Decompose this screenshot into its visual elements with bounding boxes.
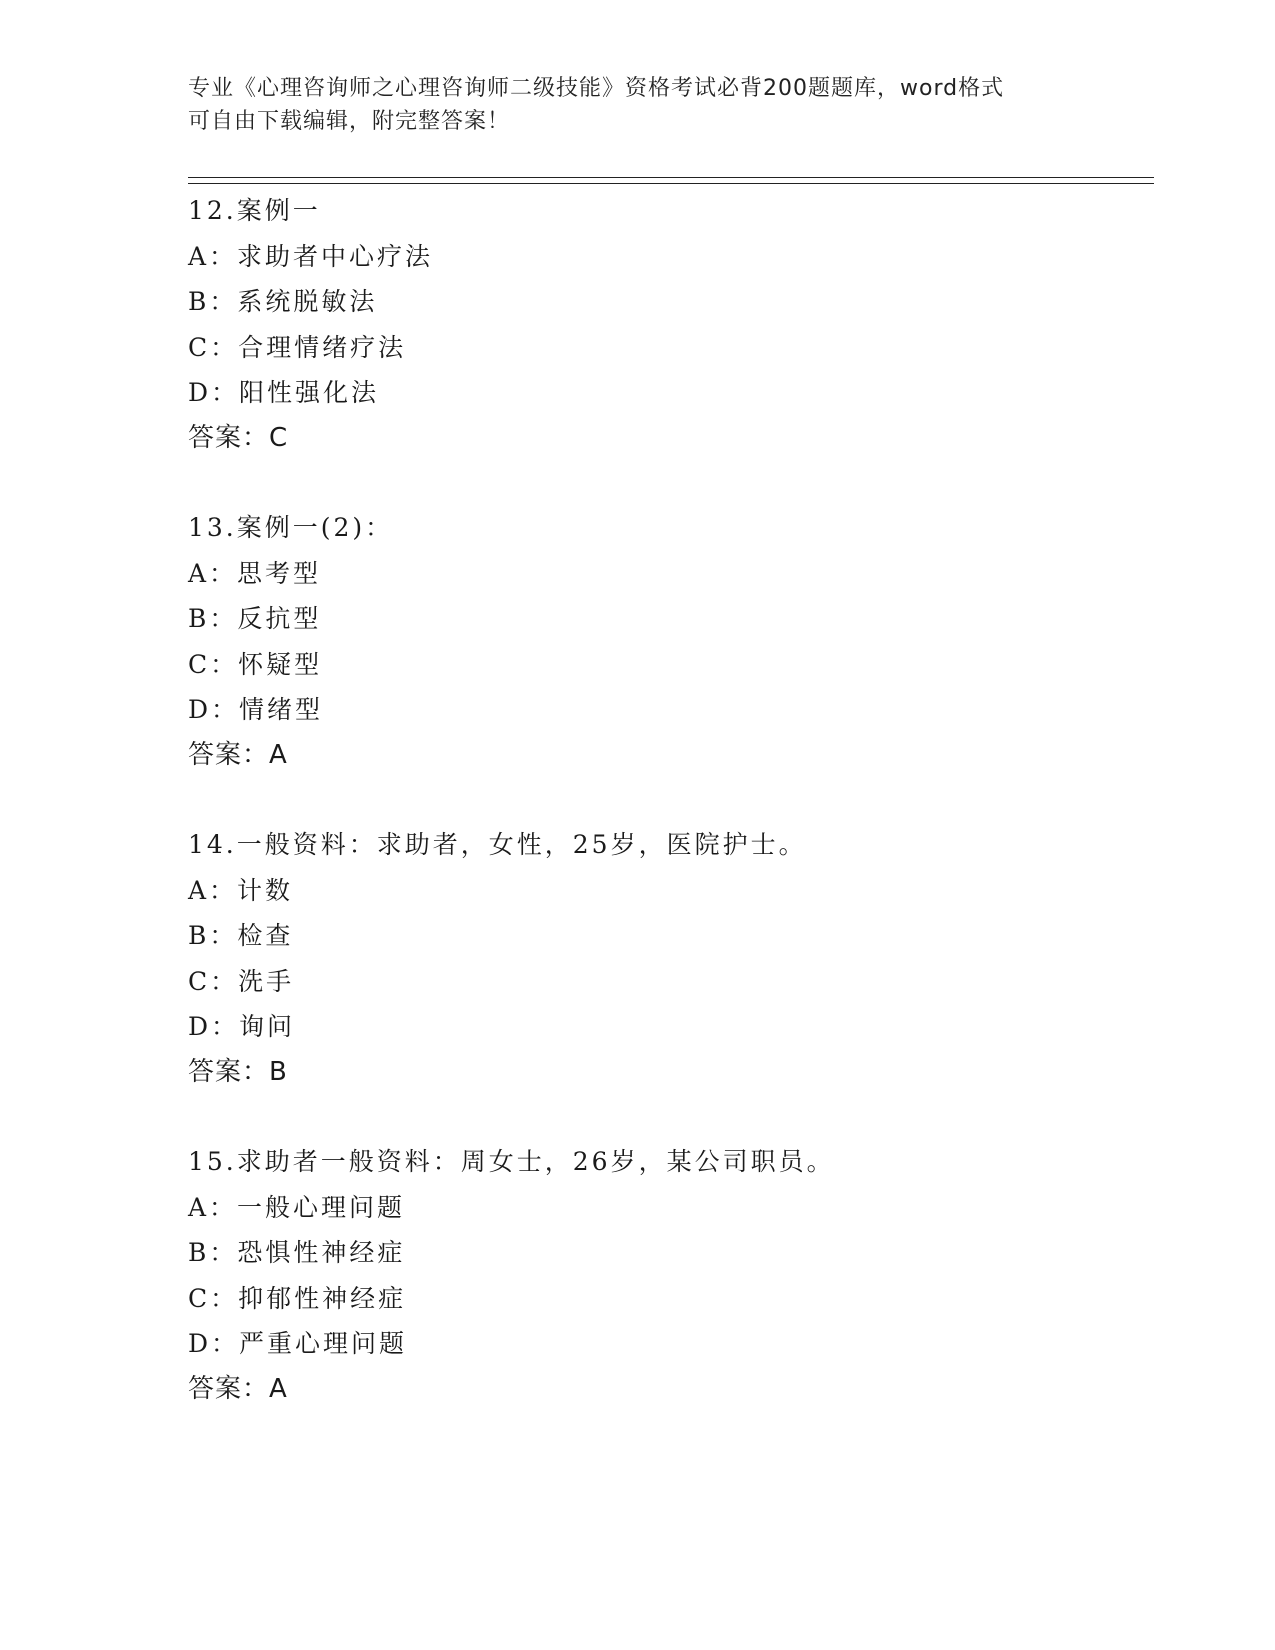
option-c: C：怀疑型 [188,649,323,679]
option-d: D：情绪型 [188,695,324,724]
question-stem: 14.一般资料：求助者，女性，25岁，医院护士。 [188,830,807,859]
option-c: C：洗手 [188,966,295,996]
document-header [188,72,1068,138]
option-d: D：阳性强化法 [188,378,380,407]
header-line-1: 专业《心理咨询师之心理咨询师二级技能》资格考试必背200题题库，word格式 [188,76,1005,101]
option-c: C：合理情绪疗法 [188,332,407,362]
option-a: A：思考型 [188,558,322,588]
question-13 [188,505,1148,778]
question-14 [188,822,1148,1095]
answer: 答案：C [188,422,289,453]
header-line-2: 可自由下载编辑，附完整答案！ [188,109,511,134]
option-a: A：一般心理问题 [188,1192,406,1222]
option-a: A：计数 [188,875,294,905]
answer: 答案：A [188,1373,288,1404]
answer: 答案：B [188,1056,288,1087]
option-d: D：询问 [188,1012,296,1041]
option-b: B：反抗型 [188,604,322,633]
question-list [188,188,1148,1456]
question-12 [188,188,1148,461]
option-b: B：恐惧性神经症 [188,1238,406,1267]
header-divider-top [188,177,1154,178]
question-15 [188,1139,1148,1412]
header-divider-bottom [188,183,1154,184]
option-d: D：严重心理问题 [188,1329,408,1358]
answer: 答案：A [188,739,288,770]
option-b: B：检查 [188,921,294,950]
option-b: B：系统脱敏法 [188,287,378,316]
question-stem: 15.求助者一般资料：周女士，26岁，某公司职员。 [188,1147,835,1176]
question-stem: 12.案例一 [188,196,321,225]
option-c: C：抑郁性神经症 [188,1283,407,1313]
question-stem: 13.案例一(2)： [188,513,394,542]
option-a: A：求助者中心疗法 [188,241,434,271]
